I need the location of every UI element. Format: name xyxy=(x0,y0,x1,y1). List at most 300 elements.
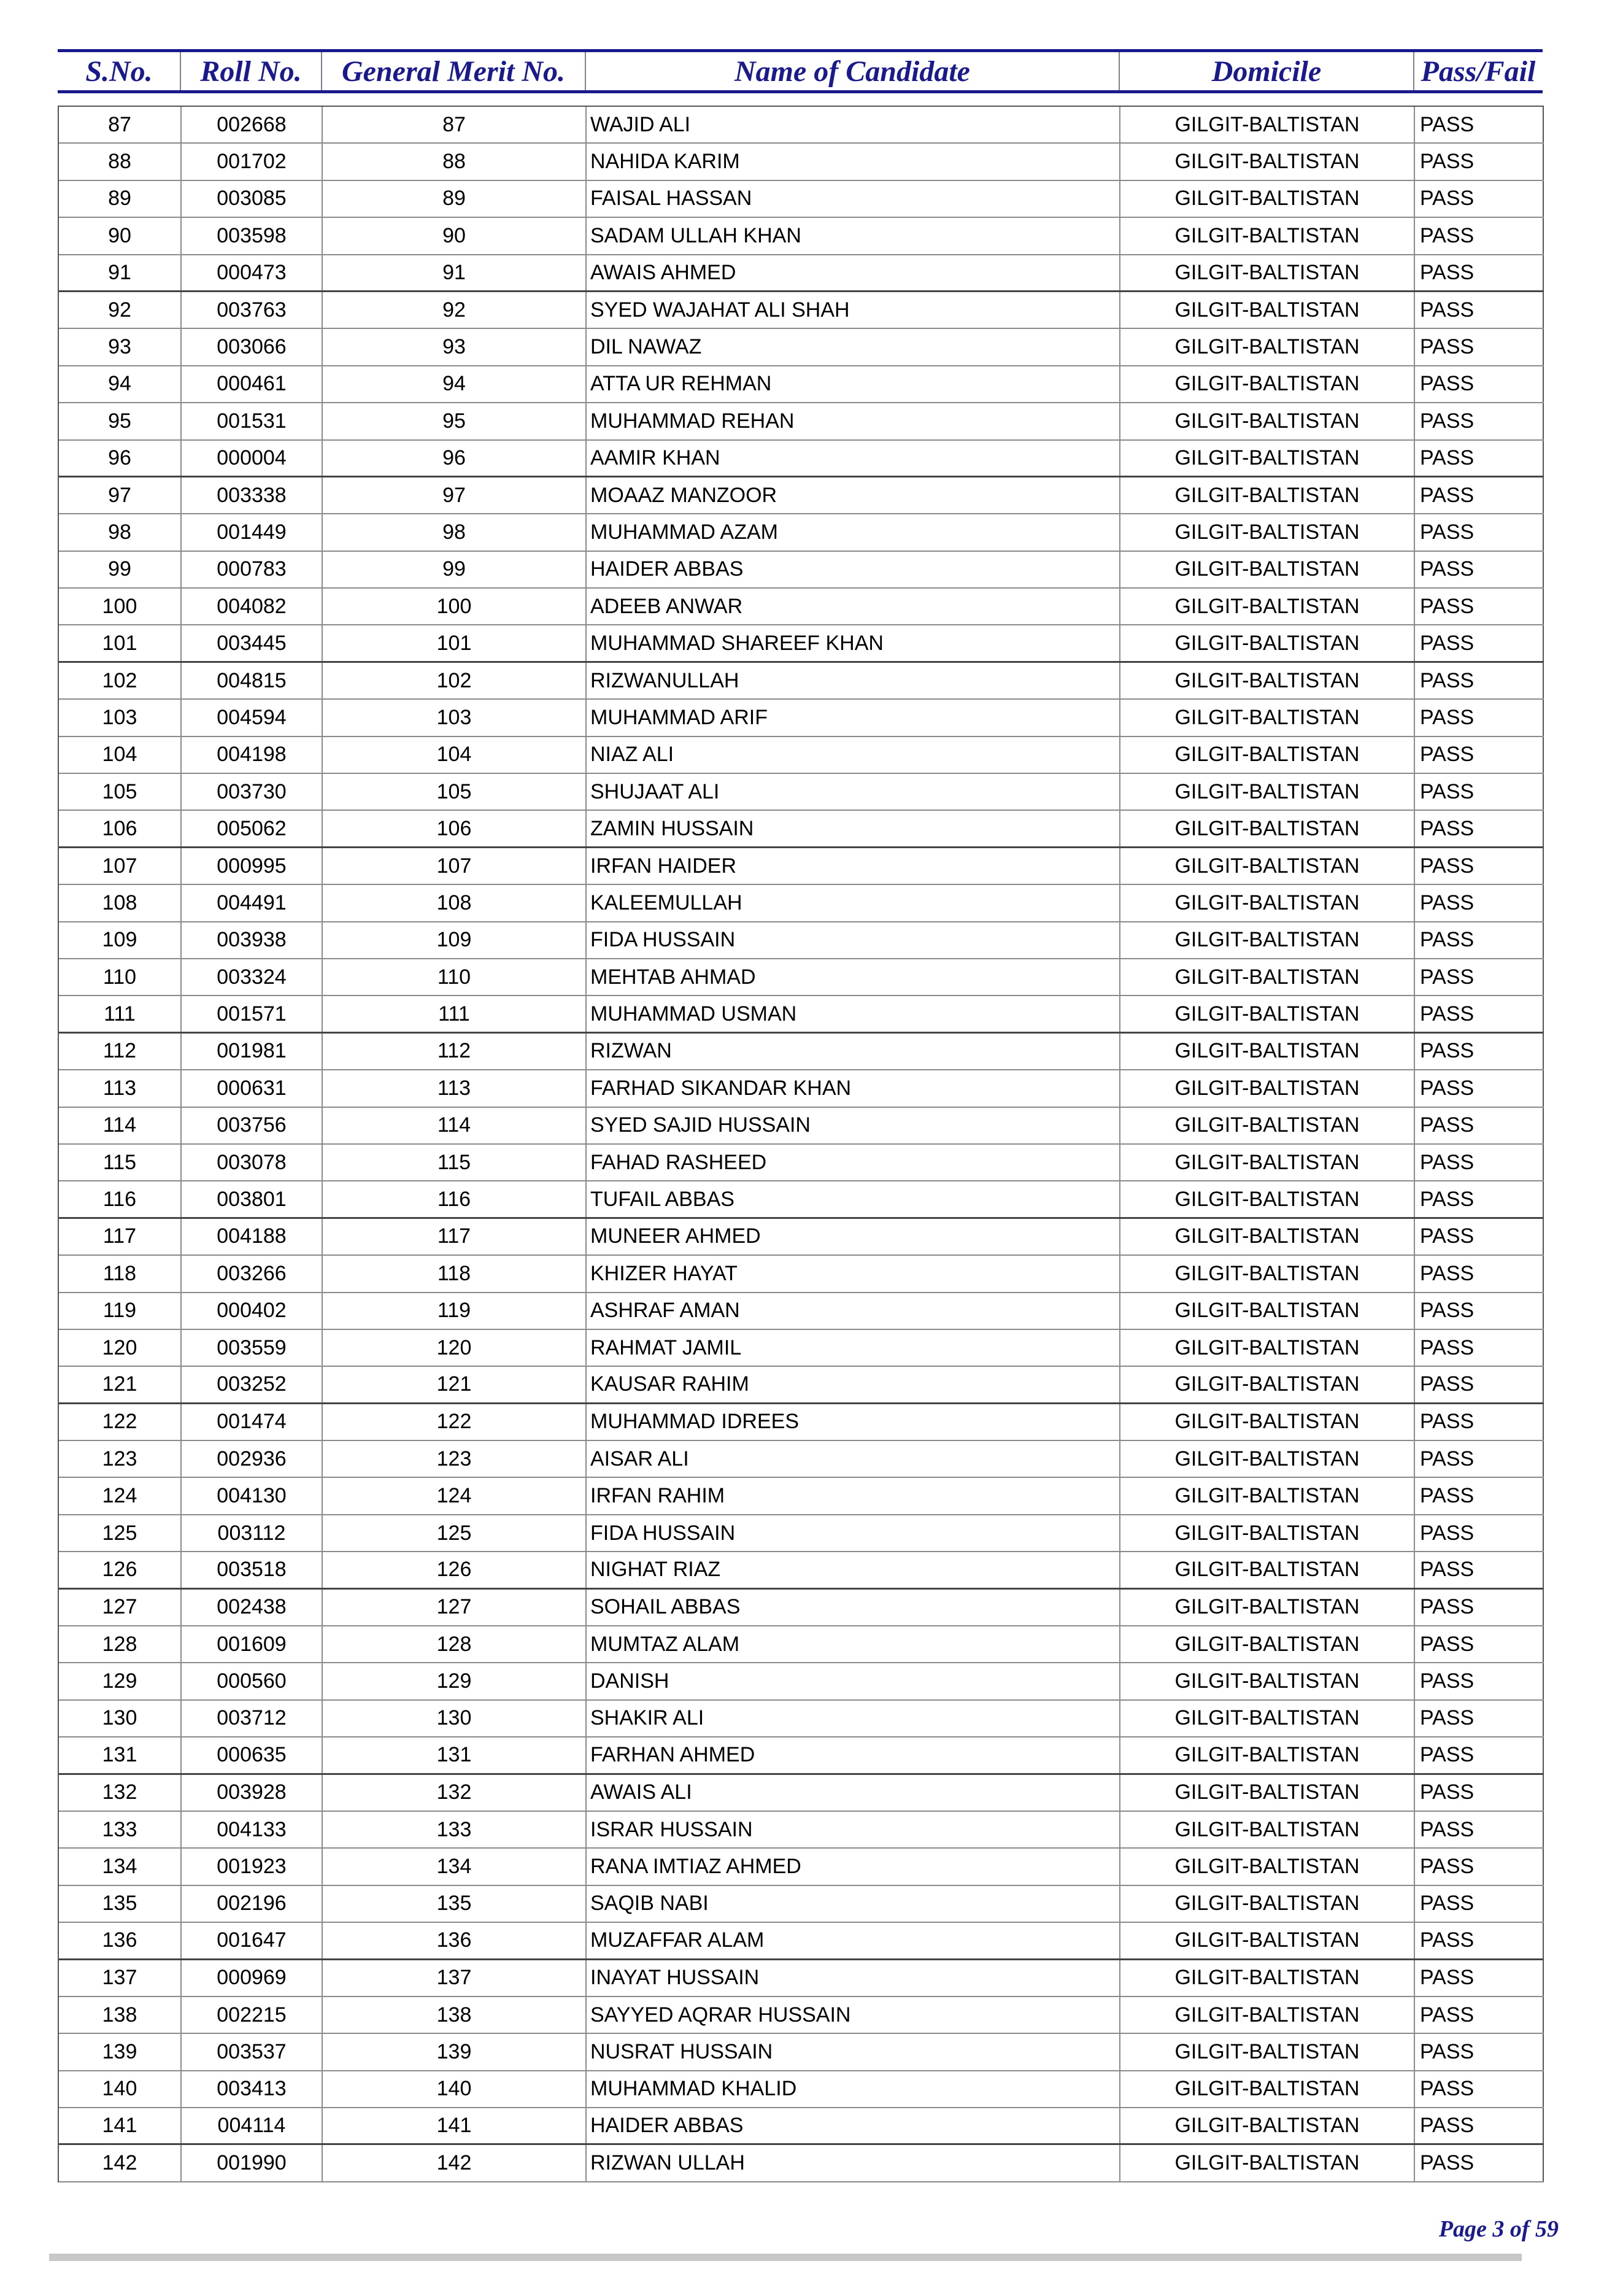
cell-sno: 104 xyxy=(59,737,182,773)
cell-pass-fail: PASS xyxy=(1415,737,1544,773)
cell-sno: 105 xyxy=(59,774,182,810)
cell-pass-fail: PASS xyxy=(1415,1441,1544,1477)
cell-candidate-name: NUSRAT HUSSAIN xyxy=(587,2034,1120,2070)
cell-merit-no: 100 xyxy=(323,589,587,624)
cell-domicile: GILGIT-BALTISTAN xyxy=(1120,1737,1415,1772)
cell-domicile: GILGIT-BALTISTAN xyxy=(1120,774,1415,810)
cell-domicile: GILGIT-BALTISTAN xyxy=(1120,181,1415,217)
cell-sno: 128 xyxy=(59,1626,182,1662)
cell-pass-fail: PASS xyxy=(1415,811,1544,846)
cell-roll-no: 004082 xyxy=(182,589,323,624)
cell-roll-no: 003078 xyxy=(182,1145,323,1180)
cell-candidate-name: SHAKIR ALI xyxy=(587,1701,1120,1736)
cell-domicile: GILGIT-BALTISTAN xyxy=(1120,1886,1415,1922)
cell-pass-fail: PASS xyxy=(1415,366,1544,402)
cell-pass-fail: PASS xyxy=(1415,2145,1544,2181)
cell-merit-no: 137 xyxy=(323,1960,587,1996)
cell-candidate-name: AISAR ALI xyxy=(587,1441,1120,1477)
cell-sno: 120 xyxy=(59,1330,182,1366)
cell-candidate-name: FIDA HUSSAIN xyxy=(587,1515,1120,1551)
cell-domicile: GILGIT-BALTISTAN xyxy=(1120,366,1415,402)
cell-domicile: GILGIT-BALTISTAN xyxy=(1120,2108,1415,2143)
cell-domicile: GILGIT-BALTISTAN xyxy=(1120,107,1415,142)
cell-merit-no: 118 xyxy=(323,1256,587,1291)
cell-merit-no: 119 xyxy=(323,1293,587,1329)
cell-roll-no: 000783 xyxy=(182,552,323,587)
header-general-merit-no: General Merit No. xyxy=(342,55,565,88)
cell-sno: 97 xyxy=(59,477,182,513)
cell-roll-no: 004114 xyxy=(182,2108,323,2143)
cell-candidate-name: RAHMAT JAMIL xyxy=(587,1330,1120,1366)
cell-candidate-name: SAYYED AQRAR HUSSAIN xyxy=(587,1997,1120,2033)
cell-pass-fail: PASS xyxy=(1415,218,1544,253)
cell-pass-fail: PASS xyxy=(1415,848,1544,884)
cell-sno: 131 xyxy=(59,1737,182,1772)
cell-domicile: GILGIT-BALTISTAN xyxy=(1120,1367,1415,1402)
cell-domicile: GILGIT-BALTISTAN xyxy=(1120,589,1415,624)
cell-merit-no: 96 xyxy=(323,441,587,476)
cell-sno: 118 xyxy=(59,1256,182,1291)
table-row xyxy=(59,811,1544,848)
cell-candidate-name: ATTA UR REHMAN xyxy=(587,366,1120,402)
cell-domicile: GILGIT-BALTISTAN xyxy=(1120,1070,1415,1106)
cell-candidate-name: FIDA HUSSAIN xyxy=(587,922,1120,958)
cell-pass-fail: PASS xyxy=(1415,1515,1544,1551)
table-row xyxy=(59,1849,1544,1885)
cell-merit-no: 95 xyxy=(323,403,587,439)
cell-candidate-name: KAUSAR RAHIM xyxy=(587,1367,1120,1402)
cell-sno: 122 xyxy=(59,1404,182,1440)
cell-candidate-name: SADAM ULLAH KHAN xyxy=(587,218,1120,253)
cell-merit-no: 105 xyxy=(323,774,587,810)
table-row xyxy=(59,589,1544,625)
cell-roll-no: 003085 xyxy=(182,181,323,217)
cell-roll-no: 003445 xyxy=(182,625,323,660)
cell-domicile: GILGIT-BALTISTAN xyxy=(1120,477,1415,513)
cell-merit-no: 140 xyxy=(323,2071,587,2107)
cell-roll-no: 001990 xyxy=(182,2145,323,2181)
cell-candidate-name: RANA IMTIAZ AHMED xyxy=(587,1849,1120,1884)
cell-sno: 89 xyxy=(59,181,182,217)
cell-roll-no: 001571 xyxy=(182,996,323,1031)
table-row xyxy=(59,107,1544,144)
cell-domicile: GILGIT-BALTISTAN xyxy=(1120,1590,1415,1625)
cell-domicile: GILGIT-BALTISTAN xyxy=(1120,218,1415,253)
cell-roll-no: 004491 xyxy=(182,885,323,921)
cell-domicile: GILGIT-BALTISTAN xyxy=(1120,1515,1415,1551)
cell-sno: 127 xyxy=(59,1590,182,1625)
table-row xyxy=(59,1070,1544,1107)
table-row xyxy=(59,1737,1544,1774)
cell-roll-no: 003756 xyxy=(182,1108,323,1143)
cell-pass-fail: PASS xyxy=(1415,700,1544,735)
cell-roll-no: 001981 xyxy=(182,1034,323,1069)
table-row xyxy=(59,1367,1544,1404)
cell-pass-fail: PASS xyxy=(1415,2034,1544,2070)
cell-roll-no: 001531 xyxy=(182,403,323,439)
header-roll-no: Roll No. xyxy=(200,55,302,88)
cell-pass-fail: PASS xyxy=(1415,1590,1544,1625)
table-header xyxy=(58,49,1543,93)
cell-sno: 91 xyxy=(59,255,182,290)
cell-roll-no: 004198 xyxy=(182,737,323,773)
table-row xyxy=(59,848,1544,885)
cell-merit-no: 99 xyxy=(323,552,587,587)
table-row xyxy=(59,885,1544,922)
cell-merit-no: 114 xyxy=(323,1108,587,1143)
table-row xyxy=(59,1886,1544,1923)
cell-pass-fail: PASS xyxy=(1415,1663,1544,1699)
cell-sno: 136 xyxy=(59,1923,182,1958)
cell-roll-no: 003252 xyxy=(182,1367,323,1402)
cell-pass-fail: PASS xyxy=(1415,2108,1544,2143)
cell-candidate-name: FAHAD RASHEED xyxy=(587,1145,1120,1180)
table-row xyxy=(59,1330,1544,1367)
cell-candidate-name: WAJID ALI xyxy=(587,107,1120,142)
cell-merit-no: 129 xyxy=(323,1663,587,1699)
cell-pass-fail: PASS xyxy=(1415,1626,1544,1662)
cell-pass-fail: PASS xyxy=(1415,1737,1544,1772)
cell-candidate-name: AAMIR KHAN xyxy=(587,441,1120,476)
page-current: 3 xyxy=(1492,2216,1505,2242)
cell-candidate-name: ZAMIN HUSSAIN xyxy=(587,811,1120,846)
table-row xyxy=(59,1552,1544,1589)
cell-roll-no: 004130 xyxy=(182,1478,323,1513)
cell-pass-fail: PASS xyxy=(1415,441,1544,476)
cell-merit-no: 131 xyxy=(323,1737,587,1772)
cell-candidate-name: AWAIS ALI xyxy=(587,1775,1120,1811)
cell-sno: 113 xyxy=(59,1070,182,1106)
cell-merit-no: 123 xyxy=(323,1441,587,1477)
cell-candidate-name: SAQIB NABI xyxy=(587,1886,1120,1922)
table-row xyxy=(59,1997,1544,2034)
table-row xyxy=(59,1515,1544,1552)
cell-pass-fail: PASS xyxy=(1415,477,1544,513)
table-row xyxy=(59,1960,1544,1997)
cell-merit-no: 141 xyxy=(323,2108,587,2143)
table-row xyxy=(59,1812,1544,1849)
cell-sno: 125 xyxy=(59,1515,182,1551)
table-row xyxy=(59,1441,1544,1478)
cell-domicile: GILGIT-BALTISTAN xyxy=(1120,1145,1415,1180)
cell-candidate-name: FARHAD SIKANDAR KHAN xyxy=(587,1070,1120,1106)
cell-merit-no: 115 xyxy=(323,1145,587,1180)
cell-candidate-name: FARHAN AHMED xyxy=(587,1737,1120,1772)
cell-sno: 99 xyxy=(59,552,182,587)
cell-merit-no: 107 xyxy=(323,848,587,884)
cell-domicile: GILGIT-BALTISTAN xyxy=(1120,1552,1415,1587)
cell-roll-no: 004188 xyxy=(182,1219,323,1254)
cell-pass-fail: PASS xyxy=(1415,1293,1544,1329)
cell-domicile: GILGIT-BALTISTAN xyxy=(1120,1478,1415,1513)
cell-roll-no: 003801 xyxy=(182,1181,323,1216)
cell-domicile: GILGIT-BALTISTAN xyxy=(1120,1404,1415,1440)
table-row xyxy=(59,218,1544,255)
cell-roll-no: 003537 xyxy=(182,2034,323,2070)
table-row xyxy=(59,1663,1544,1700)
cell-pass-fail: PASS xyxy=(1415,589,1544,624)
cell-candidate-name: IRFAN HAIDER xyxy=(587,848,1120,884)
cell-candidate-name: RIZWAN ULLAH xyxy=(587,2145,1120,2181)
cell-candidate-name: MUHAMMAD ARIF xyxy=(587,700,1120,735)
cell-roll-no: 003324 xyxy=(182,959,323,995)
cell-domicile: GILGIT-BALTISTAN xyxy=(1120,1923,1415,1958)
cell-merit-no: 110 xyxy=(323,959,587,995)
cell-candidate-name: NIAZ ALI xyxy=(587,737,1120,773)
cell-candidate-name: FAISAL HASSAN xyxy=(587,181,1120,217)
cell-sno: 96 xyxy=(59,441,182,476)
cell-domicile: GILGIT-BALTISTAN xyxy=(1120,1812,1415,1847)
cell-sno: 130 xyxy=(59,1701,182,1736)
cell-domicile: GILGIT-BALTISTAN xyxy=(1120,329,1415,365)
cell-roll-no: 003928 xyxy=(182,1775,323,1811)
table-row xyxy=(59,663,1544,700)
cell-merit-no: 112 xyxy=(323,1034,587,1069)
table-row xyxy=(59,774,1544,811)
cell-candidate-name: SHUJAAT ALI xyxy=(587,774,1120,810)
cell-domicile: GILGIT-BALTISTAN xyxy=(1120,2145,1415,2181)
cell-roll-no: 002438 xyxy=(182,1590,323,1625)
cell-candidate-name: MUHAMMAD USMAN xyxy=(587,996,1120,1031)
cell-domicile: GILGIT-BALTISTAN xyxy=(1120,2071,1415,2107)
cell-sno: 116 xyxy=(59,1181,182,1216)
cell-candidate-name: DANISH xyxy=(587,1663,1120,1699)
cell-candidate-name: NIGHAT RIAZ xyxy=(587,1552,1120,1587)
cell-merit-no: 121 xyxy=(323,1367,587,1402)
cell-candidate-name: SYED WAJAHAT ALI SHAH xyxy=(587,292,1120,328)
cell-roll-no: 003712 xyxy=(182,1701,323,1736)
cell-sno: 107 xyxy=(59,848,182,884)
table-row xyxy=(59,1478,1544,1515)
cell-domicile: GILGIT-BALTISTAN xyxy=(1120,255,1415,290)
cell-sno: 88 xyxy=(59,144,182,179)
cell-domicile: GILGIT-BALTISTAN xyxy=(1120,552,1415,587)
cell-sno: 138 xyxy=(59,1997,182,2033)
cell-merit-no: 104 xyxy=(323,737,587,773)
cell-candidate-name: SOHAIL ABBAS xyxy=(587,1590,1120,1625)
cell-pass-fail: PASS xyxy=(1415,1997,1544,2033)
table-row xyxy=(59,2108,1544,2145)
cell-pass-fail: PASS xyxy=(1415,1404,1544,1440)
cell-sno: 93 xyxy=(59,329,182,365)
header-domicile: Domicile xyxy=(1211,55,1322,88)
cell-merit-no: 89 xyxy=(323,181,587,217)
cell-sno: 129 xyxy=(59,1663,182,1699)
cell-sno: 98 xyxy=(59,514,182,550)
cell-domicile: GILGIT-BALTISTAN xyxy=(1120,2034,1415,2070)
cell-roll-no: 001647 xyxy=(182,1923,323,1958)
cell-merit-no: 93 xyxy=(323,329,587,365)
cell-sno: 123 xyxy=(59,1441,182,1477)
cell-merit-no: 132 xyxy=(323,1775,587,1811)
cell-pass-fail: PASS xyxy=(1415,1886,1544,1922)
cell-roll-no: 003559 xyxy=(182,1330,323,1366)
cell-merit-no: 134 xyxy=(323,1849,587,1884)
cell-merit-no: 87 xyxy=(323,107,587,142)
cell-pass-fail: PASS xyxy=(1415,663,1544,698)
cell-candidate-name: DIL NAWAZ xyxy=(587,329,1120,365)
results-table-body xyxy=(58,106,1544,2182)
cell-pass-fail: PASS xyxy=(1415,625,1544,660)
cell-pass-fail: PASS xyxy=(1415,1219,1544,1254)
table-row xyxy=(59,1626,1544,1663)
cell-sno: 140 xyxy=(59,2071,182,2107)
cell-sno: 133 xyxy=(59,1812,182,1847)
table-row xyxy=(59,1775,1544,1812)
table-row xyxy=(59,255,1544,292)
table-row xyxy=(59,2145,1544,2182)
cell-merit-no: 136 xyxy=(323,1923,587,1958)
cell-roll-no: 000461 xyxy=(182,366,323,402)
cell-candidate-name: AWAIS AHMED xyxy=(587,255,1120,290)
cell-candidate-name: MEHTAB AHMAD xyxy=(587,959,1120,995)
cell-domicile: GILGIT-BALTISTAN xyxy=(1120,737,1415,773)
table-row xyxy=(59,625,1544,662)
cell-candidate-name: MUHAMMAD IDREES xyxy=(587,1404,1120,1440)
cell-domicile: GILGIT-BALTISTAN xyxy=(1120,1775,1415,1811)
header-name-of-candidate: Name of Candidate xyxy=(734,55,970,88)
cell-pass-fail: PASS xyxy=(1415,144,1544,179)
table-row xyxy=(59,181,1544,218)
cell-roll-no: 000473 xyxy=(182,255,323,290)
cell-pass-fail: PASS xyxy=(1415,1775,1544,1811)
cell-domicile: GILGIT-BALTISTAN xyxy=(1120,700,1415,735)
cell-roll-no: 000995 xyxy=(182,848,323,884)
cell-roll-no: 004594 xyxy=(182,700,323,735)
cell-domicile: GILGIT-BALTISTAN xyxy=(1120,996,1415,1031)
cell-merit-no: 124 xyxy=(323,1478,587,1513)
cell-domicile: GILGIT-BALTISTAN xyxy=(1120,1181,1415,1216)
cell-sno: 124 xyxy=(59,1478,182,1513)
cell-merit-no: 120 xyxy=(323,1330,587,1366)
cell-candidate-name: MUHAMMAD KHALID xyxy=(587,2071,1120,2107)
cell-sno: 142 xyxy=(59,2145,182,2181)
cell-roll-no: 003112 xyxy=(182,1515,323,1551)
cell-merit-no: 92 xyxy=(323,292,587,328)
cell-pass-fail: PASS xyxy=(1415,107,1544,142)
cell-pass-fail: PASS xyxy=(1415,1478,1544,1513)
cell-merit-no: 111 xyxy=(323,996,587,1031)
cell-candidate-name: KALEEMULLAH xyxy=(587,885,1120,921)
cell-merit-no: 128 xyxy=(323,1626,587,1662)
cell-merit-no: 138 xyxy=(323,1997,587,2033)
cell-sno: 139 xyxy=(59,2034,182,2070)
cell-roll-no: 002668 xyxy=(182,107,323,142)
cell-sno: 92 xyxy=(59,292,182,328)
cell-sno: 100 xyxy=(59,589,182,624)
header-bottom-rule xyxy=(58,90,1543,93)
table-row xyxy=(59,292,1544,329)
cell-pass-fail: PASS xyxy=(1415,1552,1544,1587)
cell-domicile: GILGIT-BALTISTAN xyxy=(1120,959,1415,995)
cell-domicile: GILGIT-BALTISTAN xyxy=(1120,292,1415,328)
cell-merit-no: 122 xyxy=(323,1404,587,1440)
cell-merit-no: 88 xyxy=(323,144,587,179)
cell-roll-no: 001449 xyxy=(182,514,323,550)
cell-sno: 121 xyxy=(59,1367,182,1402)
cell-sno: 115 xyxy=(59,1145,182,1180)
header-sno: S.No. xyxy=(85,55,153,88)
cell-sno: 95 xyxy=(59,403,182,439)
table-row xyxy=(59,1256,1544,1293)
cell-roll-no: 002196 xyxy=(182,1886,323,1922)
cell-pass-fail: PASS xyxy=(1415,1181,1544,1216)
cell-roll-no: 000969 xyxy=(182,1960,323,1996)
cell-sno: 110 xyxy=(59,959,182,995)
cell-roll-no: 003730 xyxy=(182,774,323,810)
table-row xyxy=(59,552,1544,589)
cell-merit-no: 130 xyxy=(323,1701,587,1736)
cell-domicile: GILGIT-BALTISTAN xyxy=(1120,1960,1415,1996)
cell-candidate-name: SYED SAJID HUSSAIN xyxy=(587,1108,1120,1143)
cell-candidate-name: TUFAIL ABBAS xyxy=(587,1181,1120,1216)
cell-merit-no: 94 xyxy=(323,366,587,402)
footer-bar xyxy=(49,2254,1522,2261)
cell-merit-no: 108 xyxy=(323,885,587,921)
table-row xyxy=(59,922,1544,959)
cell-roll-no: 001702 xyxy=(182,144,323,179)
cell-pass-fail: PASS xyxy=(1415,885,1544,921)
cell-pass-fail: PASS xyxy=(1415,1145,1544,1180)
cell-roll-no: 003763 xyxy=(182,292,323,328)
cell-roll-no: 001474 xyxy=(182,1404,323,1440)
cell-candidate-name: MUMTAZ ALAM xyxy=(587,1626,1120,1662)
cell-sno: 108 xyxy=(59,885,182,921)
page-of: of xyxy=(1509,2216,1530,2242)
cell-pass-fail: PASS xyxy=(1415,514,1544,550)
cell-candidate-name: INAYAT HUSSAIN xyxy=(587,1960,1120,1996)
table-row xyxy=(59,1404,1544,1441)
cell-sno: 114 xyxy=(59,1108,182,1143)
cell-domicile: GILGIT-BALTISTAN xyxy=(1120,1997,1415,2033)
cell-sno: 135 xyxy=(59,1886,182,1922)
table-row xyxy=(59,996,1544,1033)
table-row xyxy=(59,403,1544,440)
table-row xyxy=(59,477,1544,514)
cell-candidate-name: ASHRAF AMAN xyxy=(587,1293,1120,1329)
cell-sno: 103 xyxy=(59,700,182,735)
table-row xyxy=(59,1145,1544,1181)
table-row xyxy=(59,1590,1544,1626)
page-total: 59 xyxy=(1535,2216,1559,2242)
cell-candidate-name: MUNEER AHMED xyxy=(587,1219,1120,1254)
cell-merit-no: 126 xyxy=(323,1552,587,1587)
cell-merit-no: 135 xyxy=(323,1886,587,1922)
cell-domicile: GILGIT-BALTISTAN xyxy=(1120,1663,1415,1699)
cell-domicile: GILGIT-BALTISTAN xyxy=(1120,1441,1415,1477)
cell-roll-no: 002215 xyxy=(182,1997,323,2033)
cell-pass-fail: PASS xyxy=(1415,1923,1544,1958)
cell-merit-no: 102 xyxy=(323,663,587,698)
cell-pass-fail: PASS xyxy=(1415,1256,1544,1291)
cell-pass-fail: PASS xyxy=(1415,255,1544,290)
cell-candidate-name: MUHAMMAD AZAM xyxy=(587,514,1120,550)
cell-candidate-name: RIZWAN xyxy=(587,1034,1120,1069)
cell-sno: 117 xyxy=(59,1219,182,1254)
cell-domicile: GILGIT-BALTISTAN xyxy=(1120,1701,1415,1736)
table-row xyxy=(59,1219,1544,1256)
cell-domicile: GILGIT-BALTISTAN xyxy=(1120,1219,1415,1254)
cell-roll-no: 000402 xyxy=(182,1293,323,1329)
cell-roll-no: 000635 xyxy=(182,1737,323,1772)
cell-roll-no: 002936 xyxy=(182,1441,323,1477)
cell-roll-no: 000560 xyxy=(182,1663,323,1699)
cell-merit-no: 125 xyxy=(323,1515,587,1551)
cell-candidate-name: NAHIDA KARIM xyxy=(587,144,1120,179)
cell-sno: 112 xyxy=(59,1034,182,1069)
table-row xyxy=(59,441,1544,477)
cell-pass-fail: PASS xyxy=(1415,403,1544,439)
